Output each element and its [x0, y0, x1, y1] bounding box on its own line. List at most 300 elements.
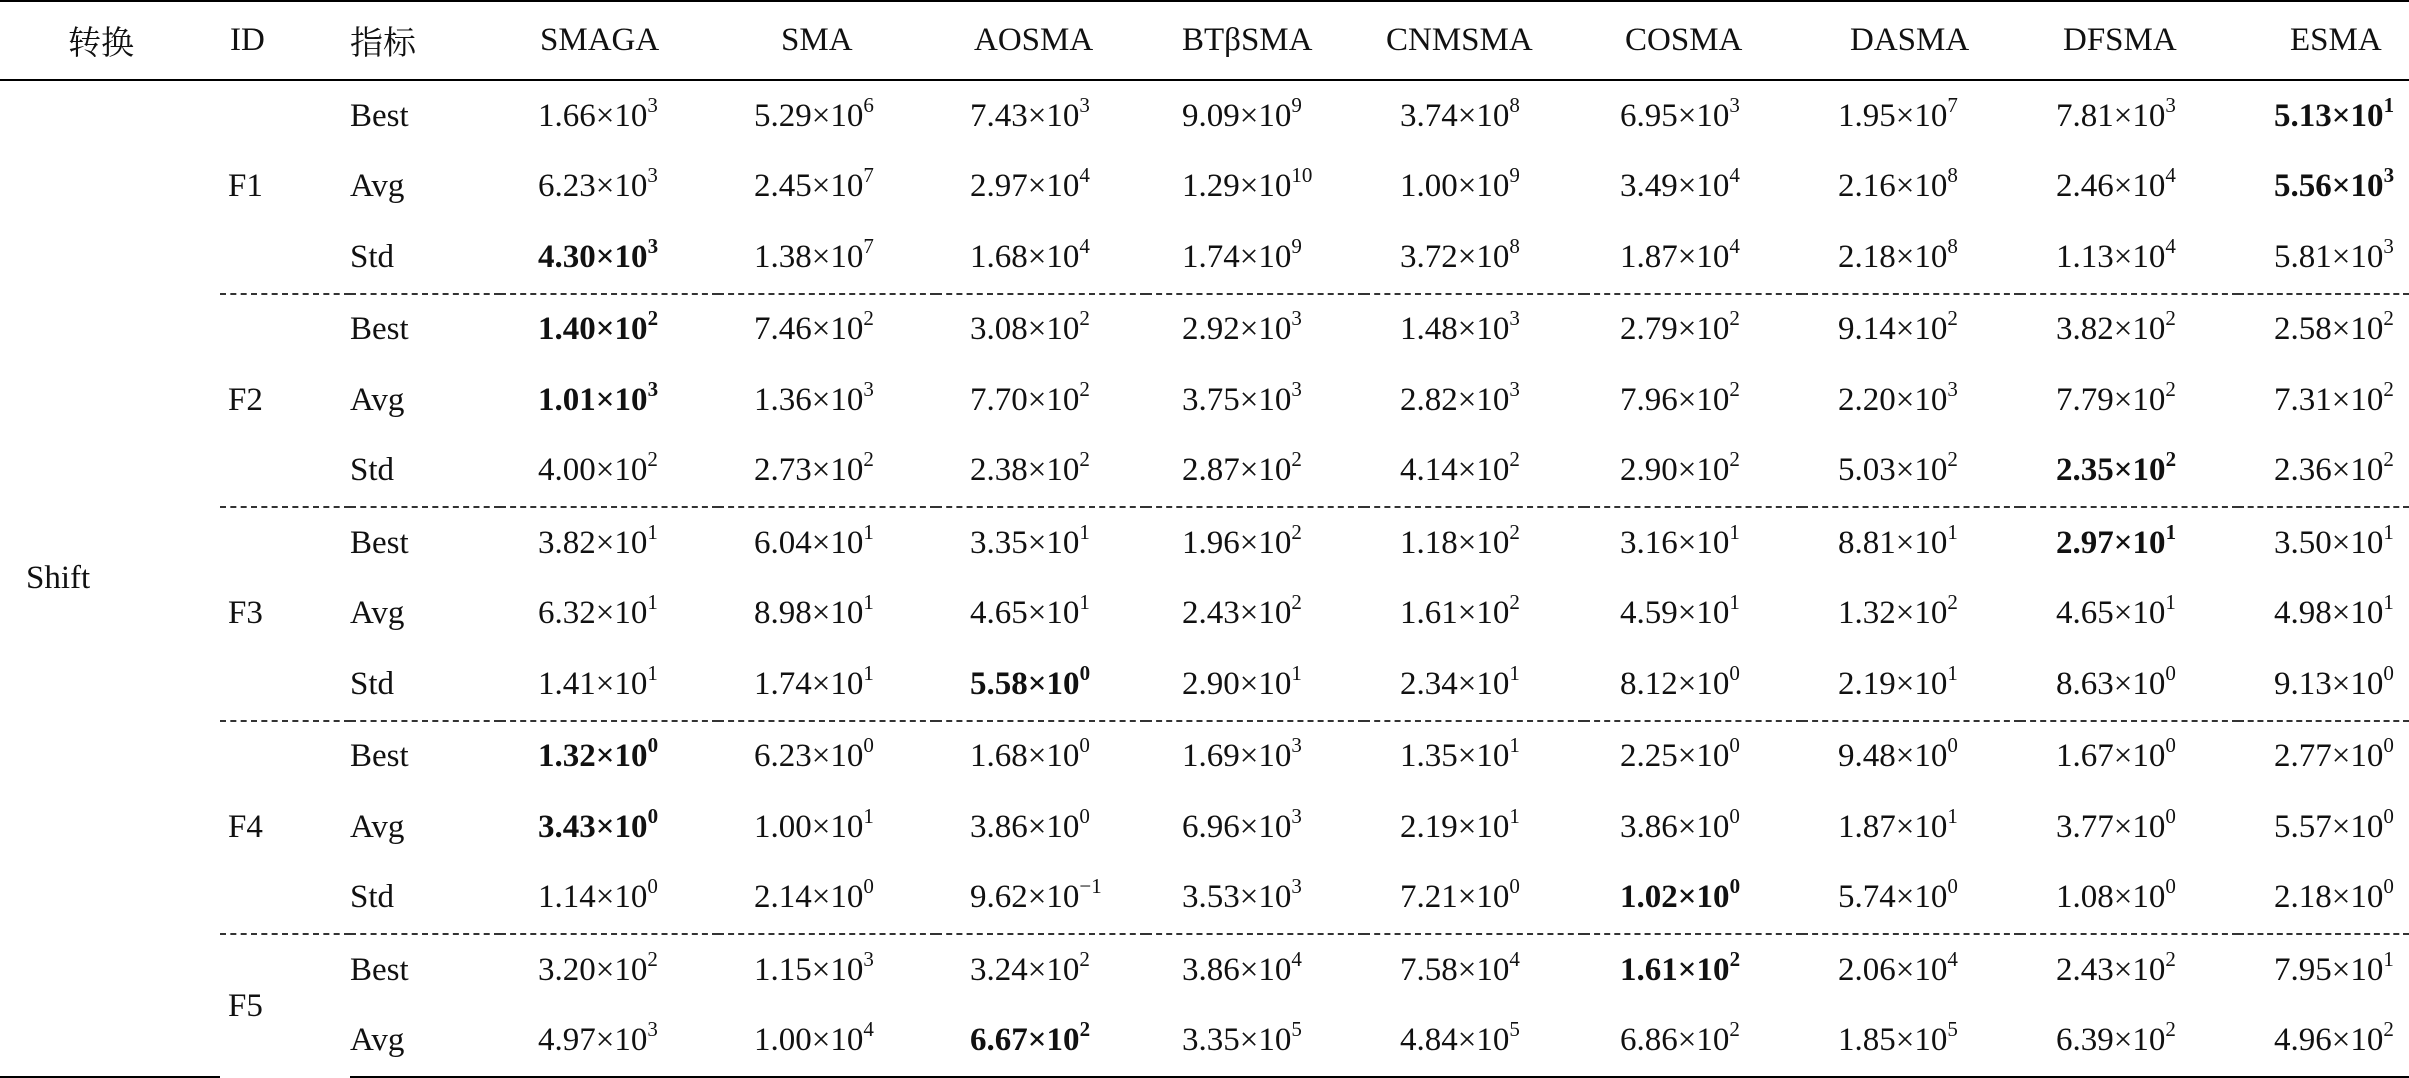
times-ten: ×10: [1239, 168, 1292, 205]
times-ten: ×10: [1239, 808, 1292, 845]
exponent: 1: [2383, 92, 2395, 117]
value-cell: [500, 365, 718, 436]
times-ten: ×10: [1239, 665, 1292, 702]
times-ten: ×10: [1239, 381, 1292, 418]
value: [2056, 803, 2176, 845]
value-cell: [2238, 792, 2409, 863]
value-cell: [1584, 649, 1802, 721]
times-ten: ×10: [2331, 808, 2384, 845]
times-ten: ×10: [1895, 238, 1948, 275]
value-cell: [2020, 792, 2238, 863]
mantissa: 4.97: [538, 1022, 596, 1059]
times-ten: ×10: [2113, 238, 2166, 275]
exponent: 7: [863, 233, 874, 258]
value-cell: [718, 579, 936, 650]
best-value: [538, 733, 659, 775]
exponent: 3: [2383, 163, 2395, 188]
table-row: [0, 507, 2409, 579]
exponent: 2: [1729, 376, 1740, 401]
value: [2056, 874, 2176, 916]
exponent: 3: [1729, 92, 1740, 117]
times-ten: ×10: [2331, 524, 2384, 561]
value: [1400, 447, 1520, 489]
value-cell: [2238, 649, 2409, 721]
exponent: 3: [1509, 376, 1520, 401]
value: [1400, 519, 1520, 561]
exponent: −1: [1079, 874, 1102, 899]
mantissa: 7.21: [1400, 879, 1458, 916]
value-cell: [1364, 934, 1584, 1006]
mantissa: 7.79: [2056, 381, 2114, 418]
best-value: [1620, 874, 1741, 916]
value: [2056, 306, 2176, 348]
metric-label: Avg: [350, 808, 405, 845]
times-ten: ×10: [2113, 97, 2166, 134]
metric-label: Avg: [350, 1006, 500, 1078]
exponent: 2: [1729, 447, 1740, 472]
exponent: 0: [1729, 803, 1740, 828]
value-cell: [1802, 863, 2020, 935]
times-ten: ×10: [1677, 879, 1730, 916]
header-cosma: COSMA: [1584, 1, 1802, 80]
mantissa: 7.58: [1400, 951, 1458, 988]
value: [1838, 163, 1958, 205]
exponent: 1: [1947, 519, 1958, 544]
times-ten: ×10: [1895, 311, 1948, 348]
value-cell: [2238, 294, 2409, 366]
value-cell: [2238, 507, 2409, 579]
times-ten: ×10: [1027, 1022, 1080, 1059]
exponent: 1: [647, 519, 658, 544]
exponent: 0: [1729, 660, 1740, 685]
exponent: 5: [1509, 1017, 1520, 1042]
value: [1400, 306, 1520, 348]
exponent: 2: [1729, 306, 1740, 331]
times-ten: ×10: [2113, 168, 2166, 205]
mantissa: 1.67: [2056, 738, 2114, 775]
times-ten: ×10: [1895, 381, 1948, 418]
value: [1182, 590, 1302, 632]
value: [2274, 946, 2394, 988]
value: [1620, 306, 1740, 348]
best-value: [2056, 447, 2177, 489]
mantissa: 2.14: [754, 879, 812, 916]
exponent: 2: [1079, 376, 1090, 401]
header-metric: 指标: [350, 1, 500, 80]
times-ten: ×10: [1895, 595, 1948, 632]
exponent: 2: [647, 447, 658, 472]
metric-label: Avg: [350, 595, 405, 632]
value-cell: [500, 792, 718, 863]
value-cell: [936, 365, 1146, 436]
value: [2274, 447, 2394, 489]
mantissa: 6.95: [1620, 97, 1678, 134]
times-ten: ×10: [2331, 311, 2384, 348]
exponent: 7: [863, 163, 874, 188]
mantissa: 7.43: [970, 97, 1028, 134]
times-ten: ×10: [1895, 879, 1948, 916]
value: [1838, 803, 1958, 845]
times-ten: ×10: [1239, 524, 1292, 561]
times-ten: ×10: [2113, 311, 2166, 348]
times-ten: ×10: [1457, 452, 1510, 489]
value-cell: [718, 649, 936, 721]
value-cell: [1364, 792, 1584, 863]
times-ten: ×10: [1027, 951, 1080, 988]
value: [2274, 733, 2394, 775]
exponent: 3: [1291, 803, 1302, 828]
exponent: 7: [1947, 92, 1958, 117]
mantissa: 9.09: [1182, 97, 1240, 134]
best-value: [538, 306, 659, 348]
mantissa: 7.70: [970, 381, 1028, 418]
value-cell: [1364, 294, 1584, 366]
exponent: 0: [863, 874, 874, 899]
times-ten: ×10: [1677, 808, 1730, 845]
mantissa: 7.96: [1620, 381, 1678, 418]
value: [2274, 1017, 2394, 1059]
value: [2056, 233, 2176, 275]
header-aosma: AOSMA: [936, 1, 1146, 80]
value-cell: [1584, 579, 1802, 650]
value: [754, 874, 874, 916]
value: [1620, 519, 1740, 561]
value: [970, 163, 1090, 205]
table-row: [0, 934, 2409, 1006]
mantissa: 3.24: [970, 951, 1028, 988]
value-cell: [500, 579, 718, 650]
exponent: 1: [863, 660, 874, 685]
mantissa: 9.13: [2274, 665, 2332, 702]
times-ten: ×10: [1677, 524, 1730, 561]
value-cell: [1802, 649, 2020, 721]
exponent: 3: [1291, 874, 1302, 899]
mantissa: 7.46: [754, 311, 812, 348]
times-ten: ×10: [1895, 665, 1948, 702]
exponent: 1: [1509, 803, 1520, 828]
value-cell: [1802, 365, 2020, 436]
metric-label: Best: [350, 294, 500, 366]
mantissa: 1.35: [1400, 738, 1458, 775]
times-ten: ×10: [1895, 168, 1948, 205]
times-ten: ×10: [2113, 524, 2166, 561]
value-cell: [718, 294, 936, 366]
exponent: 2: [1509, 519, 1520, 544]
times-ten: ×10: [1677, 738, 1730, 775]
exponent: 1: [2165, 519, 2177, 544]
value: [1838, 1017, 1958, 1059]
exponent: 2: [1729, 946, 1741, 971]
value-cell: [718, 436, 936, 508]
mantissa: 1.32: [1838, 595, 1896, 632]
exponent: 2: [1509, 447, 1520, 472]
exponent: 0: [2165, 733, 2176, 758]
exponent: 0: [1079, 733, 1090, 758]
table-row: [0, 1006, 2409, 1078]
value: [1182, 92, 1302, 134]
exponent: 2: [1291, 519, 1302, 544]
value: [754, 376, 874, 418]
metric-label: Std: [350, 879, 395, 916]
mantissa: 3.53: [1182, 879, 1240, 916]
value: [538, 447, 658, 489]
exponent: 2: [2383, 306, 2394, 331]
times-ten: ×10: [1895, 452, 1948, 489]
value: [1620, 1017, 1740, 1059]
value: [754, 733, 874, 775]
value: [1400, 163, 1520, 205]
exponent: 8: [1509, 233, 1520, 258]
times-ten: ×10: [595, 738, 648, 775]
mantissa: 4.98: [2274, 595, 2332, 632]
value-cell: [718, 863, 936, 935]
value-cell: [2020, 222, 2238, 294]
exponent: 2: [1509, 590, 1520, 615]
times-ten: ×10: [595, 665, 648, 702]
mantissa: 1.68: [970, 738, 1028, 775]
value: [1838, 590, 1958, 632]
times-ten: ×10: [1677, 97, 1730, 134]
times-ten: ×10: [1027, 879, 1080, 916]
times-ten: ×10: [811, 311, 864, 348]
value-cell: [500, 80, 718, 152]
value: [1182, 306, 1302, 348]
value: [538, 874, 658, 916]
exponent: 3: [863, 946, 874, 971]
exponent: 9: [1291, 92, 1302, 117]
exponent: 0: [647, 803, 659, 828]
value: [2056, 590, 2176, 632]
mantissa: 4.30: [538, 238, 596, 275]
times-ten: ×10: [2331, 97, 2384, 134]
exponent: 5: [1291, 1017, 1302, 1042]
times-ten: ×10: [595, 951, 648, 988]
value: [1620, 163, 1740, 205]
exponent: 0: [1509, 874, 1520, 899]
mantissa: 1.15: [754, 951, 812, 988]
value: [970, 92, 1090, 134]
times-ten: ×10: [2331, 381, 2384, 418]
value-cell: [936, 436, 1146, 508]
times-ten: ×10: [2331, 595, 2384, 632]
value-cell: [2020, 436, 2238, 508]
value-cell: [2238, 721, 2409, 793]
mantissa: 3.08: [970, 311, 1028, 348]
value-cell: [2020, 507, 2238, 579]
value-cell: [1146, 792, 1364, 863]
exponent: 1: [2383, 590, 2394, 615]
times-ten: ×10: [2113, 595, 2166, 632]
value-cell: [1584, 222, 1802, 294]
value: [1182, 376, 1302, 418]
value-cell: [936, 222, 1146, 294]
value: [2056, 92, 2176, 134]
mantissa: 5.58: [970, 665, 1028, 702]
exponent: 2: [2383, 1017, 2394, 1042]
value-cell: [500, 436, 718, 508]
exponent: 0: [2383, 803, 2394, 828]
exponent: 9: [1291, 233, 1302, 258]
times-ten: ×10: [2113, 665, 2166, 702]
value: [1182, 874, 1302, 916]
times-ten: ×10: [595, 381, 648, 418]
times-ten: ×10: [1677, 595, 1730, 632]
mantissa: 5.56: [2274, 168, 2332, 205]
value-cell: [1146, 649, 1364, 721]
value: [2274, 590, 2394, 632]
mantissa: 5.57: [2274, 808, 2332, 845]
value-cell: [1802, 294, 2020, 366]
table-row: [0, 152, 2409, 223]
times-ten: ×10: [2331, 738, 2384, 775]
mantissa: 3.74: [1400, 97, 1458, 134]
times-ten: ×10: [2331, 879, 2384, 916]
mantissa: 4.65: [970, 595, 1028, 632]
mantissa: 1.36: [754, 381, 812, 418]
mantissa: 2.18: [2274, 879, 2332, 916]
value: [970, 590, 1090, 632]
results-body: [0, 80, 2409, 1077]
value-cell: [936, 152, 1146, 223]
exponent: 0: [1947, 874, 1958, 899]
mantissa: 1.87: [1838, 808, 1896, 845]
value-cell: [1584, 436, 1802, 508]
value: [1620, 733, 1740, 775]
exponent: 0: [2165, 874, 2176, 899]
header-esma: ESMA: [2238, 1, 2409, 80]
value-cell: [1146, 294, 1364, 366]
times-ten: ×10: [811, 665, 864, 702]
function-id-cell: F3: [220, 507, 350, 721]
mantissa: 1.18: [1400, 524, 1458, 561]
mantissa: 1.08: [2056, 879, 2114, 916]
value-cell: [1584, 1006, 1802, 1078]
times-ten: ×10: [1457, 524, 1510, 561]
times-ten: ×10: [1895, 524, 1948, 561]
value-cell: [1364, 649, 1584, 721]
times-ten: ×10: [811, 238, 864, 275]
mantissa: 2.18: [1838, 238, 1896, 275]
mantissa: 3.82: [538, 524, 596, 561]
value-cell: [1364, 152, 1584, 223]
mantissa: 3.20: [538, 951, 596, 988]
best-value: [2274, 92, 2395, 134]
value: [2274, 874, 2394, 916]
metric-label: Best: [350, 721, 500, 793]
times-ten: ×10: [1895, 1022, 1948, 1059]
value: [1400, 376, 1520, 418]
mantissa: 2.58: [2274, 311, 2332, 348]
value-cell: [1146, 579, 1364, 650]
times-ten: ×10: [595, 238, 648, 275]
exponent: 0: [1947, 733, 1958, 758]
times-ten: ×10: [1027, 808, 1080, 845]
exponent: 1: [1947, 660, 1958, 685]
mantissa: 3.72: [1400, 238, 1458, 275]
value-cell: [936, 792, 1146, 863]
value: [754, 233, 874, 275]
mantissa: 4.96: [2274, 1022, 2332, 1059]
mantissa: 3.35: [970, 524, 1028, 561]
times-ten: ×10: [811, 1022, 864, 1059]
value: [754, 92, 874, 134]
exponent: 2: [1947, 447, 1958, 472]
mantissa: 2.45: [754, 168, 812, 205]
value: [970, 233, 1090, 275]
exponent: 8: [1509, 92, 1520, 117]
mantissa: 1.61: [1400, 595, 1458, 632]
exponent: 8: [1947, 163, 1958, 188]
mantissa: 2.43: [2056, 951, 2114, 988]
mantissa: 2.87: [1182, 452, 1240, 489]
exponent: 1: [1509, 733, 1520, 758]
metric-label: Best: [350, 97, 409, 134]
exponent: 4: [1509, 946, 1520, 971]
value: [2056, 660, 2176, 702]
mantissa: 3.86: [1620, 808, 1678, 845]
value: [1620, 447, 1740, 489]
mantissa: 4.00: [538, 452, 596, 489]
times-ten: ×10: [1457, 311, 1510, 348]
times-ten: ×10: [1239, 311, 1292, 348]
value-cell: [936, 579, 1146, 650]
exponent: 2: [1079, 447, 1090, 472]
table-row: [0, 721, 2409, 793]
exponent: 0: [1729, 733, 1740, 758]
exponent: 3: [2383, 233, 2394, 258]
times-ten: ×10: [1239, 238, 1292, 275]
value: [1400, 92, 1520, 134]
exponent: 3: [1291, 306, 1302, 331]
mantissa: 1.01: [538, 381, 596, 418]
mantissa: 6.67: [970, 1022, 1028, 1059]
mantissa: 1.00: [754, 808, 812, 845]
exponent: 4: [2165, 233, 2176, 258]
mantissa: 1.68: [970, 238, 1028, 275]
value-cell: [718, 152, 936, 223]
mantissa: 6.04: [754, 524, 812, 561]
value: [538, 92, 658, 134]
exponent: 1: [863, 590, 874, 615]
value: [754, 447, 874, 489]
value: [1182, 519, 1302, 561]
mantissa: 1.14: [538, 879, 596, 916]
exponent: 1: [1729, 519, 1740, 544]
value-cell: [1584, 863, 1802, 935]
value-cell: [1364, 80, 1584, 152]
times-ten: ×10: [1027, 238, 1080, 275]
exponent: 5: [1947, 1017, 1958, 1042]
times-ten: ×10: [595, 1022, 648, 1059]
value: [2274, 803, 2394, 845]
exponent: 2: [863, 447, 874, 472]
exponent: 3: [1291, 376, 1302, 401]
mantissa: 1.29: [1182, 168, 1240, 205]
value-cell: [2020, 1006, 2238, 1078]
value: [1838, 946, 1958, 988]
value-cell: [936, 1006, 1146, 1078]
exponent: 0: [2383, 874, 2394, 899]
table-row: [0, 863, 2409, 935]
times-ten: ×10: [595, 524, 648, 561]
mantissa: 7.81: [2056, 97, 2114, 134]
value: [2274, 306, 2394, 348]
metric-label: Best: [350, 934, 500, 1006]
exponent: 3: [1079, 92, 1090, 117]
mantissa: 5.03: [1838, 452, 1896, 489]
value-cell: [1146, 152, 1364, 223]
value-cell: [936, 80, 1146, 152]
